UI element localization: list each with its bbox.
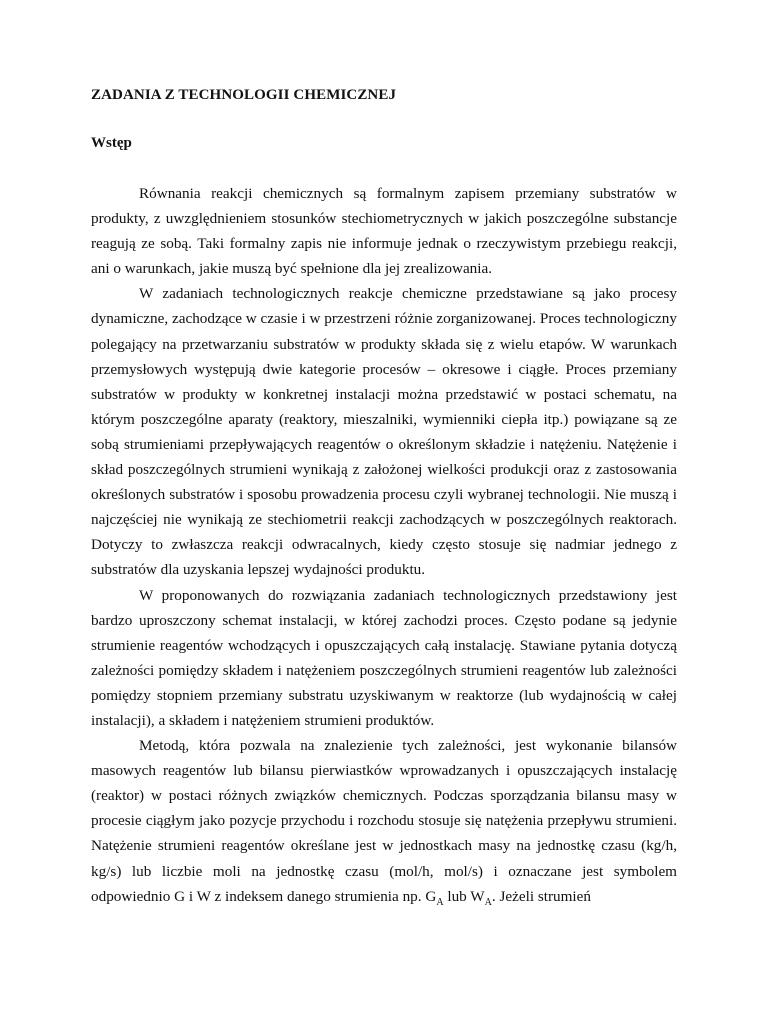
paragraph-ending: . Jeżeli strumień (491, 887, 591, 905)
flow-symbol-w: $W_A$ (470, 887, 492, 908)
page-content (91, 84, 677, 909)
paragraph-last (91, 733, 677, 909)
paragraph-text: Metodą, która pozwala na znalezienie tych zależności, jest wykonanie bilansów masowych reagentów lub bilansu pierwiastków wprowadzanych i opuszczających instalację (reaktor) w postaci różnych związków chemicznych. Podczas sporządzania bilansu masy w procesie ciągłym jako pozycje przychodu i rozchodu stosuje się natężenia przepływu strumieni. Natężenie strumieni reagentów określane jest w jednostkach masy na jednostkę czasu (kg/h, kg/s) lub liczbie moli na jednostkę czasu (mol/h, mol/s) i oznaczane jest symbolem odpowiednio G i W z indeksem danego strumienia np. (91, 737, 677, 905)
paragraph: Równania reakcji chemicznych są formalnym zapisem przemiany substratów w produkty, z uwzględnieniem stosunków stechiometrycznych w jakich poszczególne substancje reagują ze sobą. Taki formalny zapis nie informuje jednak o rzeczywistym przebiegu reakcji, ani o warunkach, jakie muszą być spełnione dla jej zrealizowania. (91, 185, 677, 278)
subscript: A (484, 896, 492, 908)
flow-symbol-g: $G_A$ (425, 887, 444, 908)
document-title: ZADANIA Z TECHNOLOGII CHEMICZNEJ (91, 87, 397, 103)
conjunction: lub (443, 887, 471, 905)
subscript: A (436, 896, 444, 908)
section-heading: Wstęp (91, 135, 132, 151)
paragraph: W zadaniach technologicznych reakcje chemiczne przedstawiane są jako procesy dynamiczne, zachodzące w czasie i w przestrzeni różnie zorganizowanej. Proces technologiczny polegający na przetwarzaniu substratów w produkty składa się z wielu etapów. W warunkach przemysłowych występują dwie kategorie procesów – okresowe i ciągłe. Proces przemiany substratów w produkty w konkretnej instalacji można przedstawić w postaci schematu, na którym poszczególne aparaty (reaktory, mieszalniki, wymienniki ciepła itp.) powiązane są ze sobą strumieniami przepływających reagentów o określonym składzie i natężeniu. Natężenie i skład poszczególnych strumieni wynikają z założonej wielkości produkcji oraz z zastosowania określonych substratów i sposobu prowadzenia procesu czyli wybranej technologii. Nie muszą i najczęściej nie wynikają ze stechiometrii reakcji zachodzących w poszczególnych reaktorach. Dotyczy to zwłaszcza reakcji odwracalnych, kiedy często stosuje się nadmiar jednego z substratów dla uzyskania lepszej wydajności produktu. (91, 285, 677, 579)
body-text (91, 181, 677, 909)
paragraph: W proponowanych do rozwiązania zadaniach technologicznych przedstawiony jest bardzo uproszczony schemat instalacji, w której zachodzi proces. Często podane są jedynie strumienie reagentów wchodzących i opuszczających całą instalację. Stawiane pytania dotyczą zależności pomiędzy składem i natężeniem poszczególnych strumieni reagentów lub zależności pomiędzy stopniem przemiany substratu uzyskiwanym w reaktorze (lub wydajnością w całej instalacji), a składem i natężeniem strumieni produktów. (91, 586, 677, 729)
